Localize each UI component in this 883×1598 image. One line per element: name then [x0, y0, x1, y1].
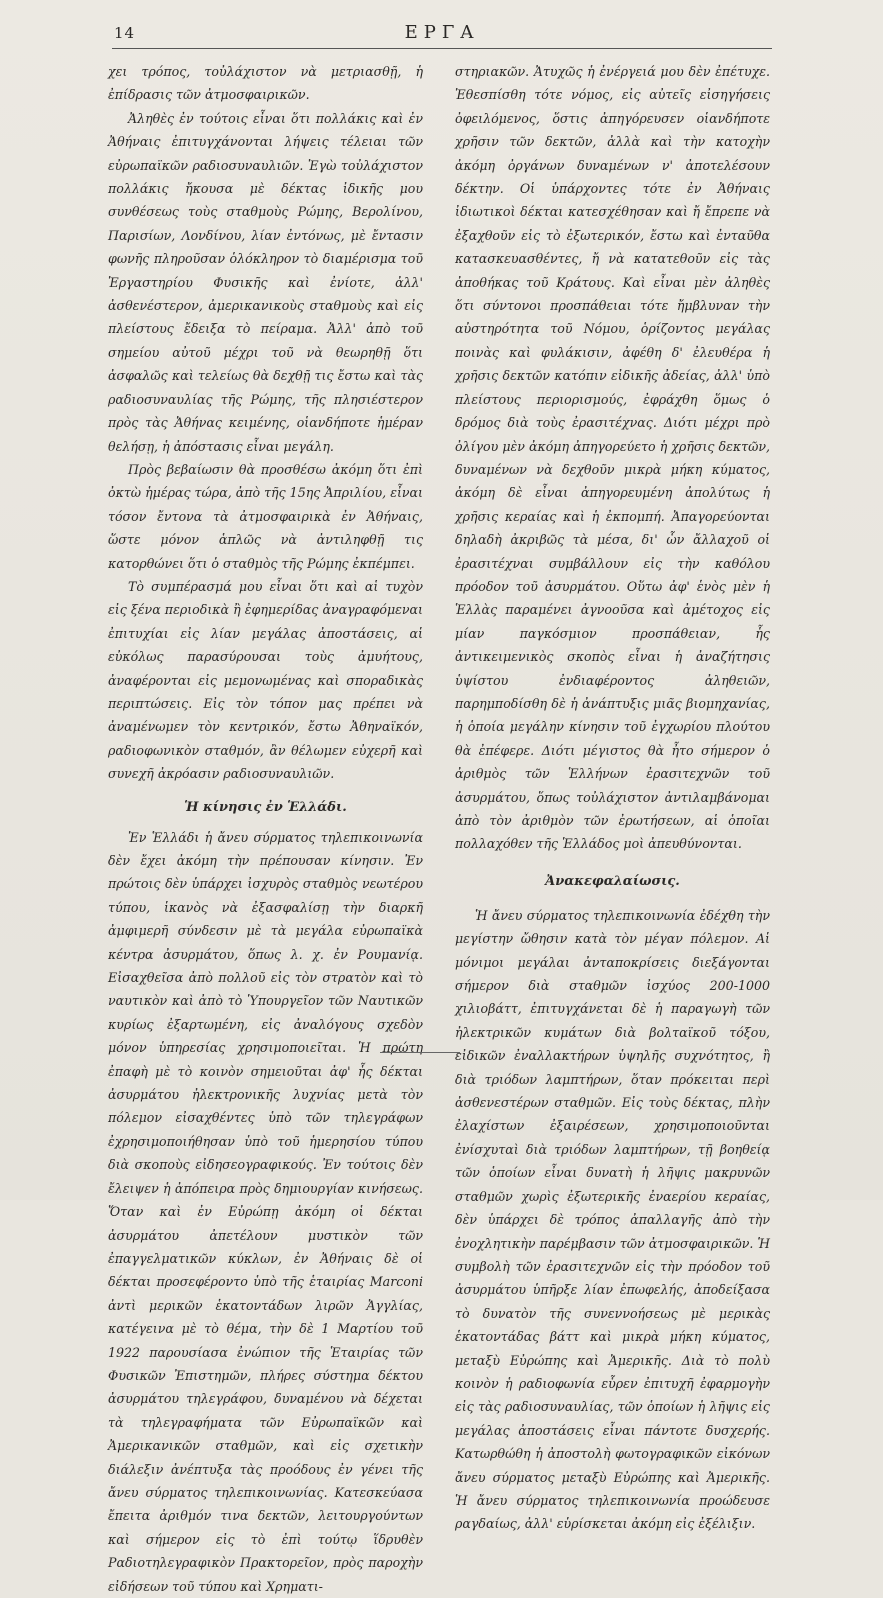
page-number: 14 — [114, 24, 136, 42]
running-title: ΕΡΓΑ — [404, 22, 480, 43]
section-heading: Ἀνακεφαλαίωσις. — [545, 873, 680, 889]
paragraph: Ἐν Ἑλλάδι ἡ ἄνευ σύρματος τηλεπικοινωνία δὲν ἔχει ἀκόμη τὴν πρέπουσαν κίνησιν. Ἐν πρώτοις δὲν ὑπάρχει ἰσχυρὸς σταθμὸς νεωτέρου τύπου, ἱκανὸς νὰ ἐξασφαλίσῃ τὴν διαρκῆ ἀμφιμερῆ σύνδεσιν μὲ τὰ μεγάλα εὐρωπαϊκὰ κέντρα ἀσυρμάτου, ὅπως λ. χ. ἐν Ρουμανίᾳ. Εἰσαχθεῖσα ἀπὸ πολλοῦ εἰς τὸν στρατὸν καὶ τὸ ναυτικὸν καὶ ἀπὸ τὸ Ὑπουργεῖον τῶν Ναυτικῶν κυρίως ἐξαρτωμένη, εἰς ἀναλόγους σχεδὸν μόνον ὑπηρεσίας χρησιμοποιεῖται. Ἡ πρώτη ἐπαφὴ μὲ τὸ κοινὸν σημειοῦται ἀφ' ἧς δέκται ἀσυρμάτου ἠλεκτρονικῆς λυχνίας μετὰ τὸν πόλεμον εἰσαχθέντες ὑπὸ τῶν τηλεγράφων ἐχρησιμοποιήθησαν ὑπὸ τοῦ ἡμερησίου τύπου διὰ σκοποὺς εἰδησεογραφικούς. Ἐν τούτοις δὲν ἔλειψεν ἡ ἀπόπειρα πρὸς δημιουργίαν κινήσεως. Ὅταν καὶ ἐν Εὐρώπῃ ἀκόμη οἱ δέκται ἀσυρμάτου ἀπετέλουν μυστικὸν τῶν ἐπαγγελματικῶν κύκλων, ἐν Ἀθήναις δὲ οἱ δέκται προσεφέροντο ὑπὸ τῆς ἑταιρίας Marconi ἀντὶ μερικῶν ἑκατοντάδων λιρῶν Ἀγγλίας, κατέγεινα μὲ τὸ θέμα, τὴν δὲ 1 Μαρτίου τοῦ 1922 παρουσίασα ἐνώπιον τῆς Ἑταιρίας τῶν Φυσικῶν Ἐπιστημῶν, πλήρες σύστημα δέκτου ἀσυρμάτου τηλεγράφου, δυναμένου νὰ δέχεται τὰ τηλεγραφήματα τῶν Εὐρωπαϊκῶν καὶ Ἀμερικανικῶν σταθμῶν, καὶ εἰς σχετικὴν διάλεξιν ἀνέπτυξα τὰς προόδους ἐν γένει τῆς ἄνευ σύρματος τηλεπικοινωνίας. Κατεσκεύασα ἔπειτα ἀριθμόν τινα δεκτῶν, λειτουργούντων καὶ σήμερον εἰς τὸ ἐπὶ τούτῳ ἵδρυθὲν Ραδιοτηλεγραφικὸν Πρακτορεῖον, πρὸς παροχὴν εἰδήσεων τοῦ τύπου καὶ Χρηματι- — [108, 829, 423, 1594]
closing-rule — [380, 1052, 460, 1053]
paragraph: χει τρόπος, τοὐλάχιστον νὰ μετριασθῇ, ἡ ἐπίδρασις τῶν ἀτμοσφαιρικῶν. — [108, 64, 423, 103]
paragraph: στηριακῶν. Ἀτυχῶς ἡ ἐνέργειά μου δὲν ἐπέτυχε. Ἐθεσπίσθη τότε νόμος, εἰς αὐτεῖς εἰσηγήσεις ὀφειλόμενος, ὅστις ἀπηγόρευσεν οἱανδήποτε χρῆσιν τῶν δεκτῶν, ἀλλὰ καὶ τὴν κατοχὴν ἀκόμη ὀργάνων δυναμένων ν' ἀποτελέσουν δέκτην. Οἱ ὑπάρχοντες τότε ἐν Ἀθήναις ἰδιωτικοὶ δέκται κατεσχέθησαν καὶ ἤ ἔπρεπε νὰ ἐξαχθοῦν εἰς τὸ ἐξωτερικόν, ἔστω καὶ ἐνταῦθα κατασκευασθέντες, ἤ νὰ κατατεθοῦν εἰς τὰς ἀποθήκας τοῦ Κράτους. Καὶ εἶναι μὲν ἀληθὲς ὅτι σύντονοι προσπάθειαι τότε ἤμβλυναν τὴν αὐστηρότητα τοῦ Νόμου, ὁρίζοντος μεγάλας ποινὰς καὶ φυλάκισιν, ἀφέθη δ' ἐλευθέρα ἡ χρῆσις δεκτῶν κατόπιν εἰδικῆς ἀδείας, ἀλλ' ὑπὸ πλείστους περιορισμούς, ἐφράχθη ὅμως ὁ δρόμος διὰ τοὺς ἐρασιτέχνας. Διότι μέχρι πρὸ ὀλίγου μὲν ἀκόμη ἀπηγορεύετο ἡ χρῆσις δεκτῶν, δυναμένων νὰ δεχθοῦν μικρὰ μήκη κύματος, ἀκόμη δὲ εἶναι ἀπηγορευμένη ἀπολύτως ἡ χρῆσις κεραίας καὶ ἡ ἐκπομπή. Ἀπαγορεύονται δηλαδὴ ἀκριβῶς τὰ μέσα, δι' ὧν ἄλλαχοῦ οἱ ἐρασιτέχναι συμβάλλουν εἰς τὴν καθόλου πρόοδον τοῦ ἀσυρμάτου. Οὕτω ἀφ' ἑνὸς μὲν ἡ Ἑλλὰς παραμένει ἀγνοοῦσα καὶ ἀμέτοχος εἰς μίαν παγκόσμιον προσπάθειαν, ἧς ἀντικειμενικὸς σκοπὸς εἶναι ἡ ἀναζήτησις ὑψίστου ἐνδιαφέροντος ἀληθειῶν, παρημποδίσθη δὲ ἡ ἀνάπτυξις μιᾶς βιομηχανίας, ἡ ὁποία μεγάλην κίνησιν τοῦ ἐγχωρίου πλούτου θὰ ἐπέφερε. Διότι μέγιστος θὰ ἦτο σήμερον ὁ ἀριθμὸς τῶν Ἑλλήνων ἐρασιτεχνῶν τοῦ ἀσυρμάτου, ὅπως τοὐλάχιστον ἀντιλαμβάνομαι ἀπὸ τὸν ἀριθμὸν τῶν ἐρωτήσεων, αἱ ὁποῖαι πολλαχόθεν τῆς Ἑλλάδος μοὶ ἀπευθύνονται. — [455, 64, 770, 852]
header-rule — [112, 48, 772, 49]
section-heading: Ἡ κίνησις ἐν Ἑλλάδι. — [184, 799, 347, 815]
paragraph: Ἡ ἄνευ σύρματος τηλεπικοινωνία ἐδέχθη τὴν μεγίστην ὤθησιν κατὰ τὸν μέγαν πόλεμον. Αἱ μόνιμοι μεγάλαι ἀνταποκρίσεις διεξάγονται σήμερον διὰ σταθμῶν ἰσχύος 200-1000 χιλιοβάττ, ἐπιτυγχάνεται δὲ ἡ παραγωγὴ τῶν ἠλεκτρικῶν κυμάτων διὰ βολταϊκοῦ τόξου, εἰδικῶν ἐναλλακτήρων ὑψηλῆς συχνότητος, ἢ διὰ τριόδων λαμπτήρων, ὅταν πρόκειται περὶ ἀσθενεστέρων σταθμῶν. Εἰς τοὺς δέκτας, πλὴν ἐλαχίστων ἐξαιρέσεων, χρησιμοποιοῦνται ἐνίσχυταὶ διὰ τριόδων λαμπτήρων, τῇ βοηθείᾳ τῶν ὁποίων εἶναι δυνατὴ ἡ λῆψις μακρυνῶν σταθμῶν χωρὶς ἐξωτερικῆς ἐναερίου κεραίας, δὲν ὑπάρχει δὲ τρόπος ἀπαλλαγῆς ἀπὸ τὴν ἐνοχλητικὴν παρέμβασιν τῶν ἀτμοσφαιρικῶν. Ἡ συμβολὴ τῶν ἐρασιτεχνῶν εἰς τὴν πρόοδον τοῦ ἀσυρμάτου ὑπῆρξε λίαν ἐπωφελής, ἀποδείξασα τὸ δυνατὸν τῆς συνεννοήσεως μὲ μερικὰς ἑκατοντάδας βάττ καὶ μικρὰ μήκη κύματος, μεταξὺ Εὐρώπης καὶ Ἀμερικῆς. Διὰ τὸ πολὺ κοινὸν ἡ ραδιοφωνία εὗρεν ἐπιτυχῆ ἐφαρμογὴν εἰς τὰς ραδιοσυναυλίας, τῶν ὁποίων ἡ λῆψις εἰς μεγάλας ἀποστάσεις εἶναι πάντοτε δυσχερής. Κατωρθώθη ἡ ἀποστολὴ φωτογραφικῶν εἰκόνων ἄνευ σύρματος μεταξὺ Εὐρώπης καὶ Ἀμερικῆς. Ἡ ἄνευ σύρματος τηλεπικοινωνία προώδευσε ραγδαίως, ἀλλ' εὑρίσκεται ἀκόμη εἰς ἐξέλιξιν. — [455, 907, 770, 1532]
page-header — [112, 22, 772, 46]
left-column — [108, 60, 423, 1598]
paragraph: Ἀληθὲς ἐν τούτοις εἶναι ὅτι πολλάκις καὶ ἐν Ἀθήναις ἐπιτυγχάνονται λήψεις τέλειαι τῶν εὐρωπαϊκῶν ραδιοσυναυλιῶν. Ἐγὼ τοὐλάχιστον πολλάκις ἤκουσα μὲ δέκτας ἰδικῆς μου συνθέσεως τοὺς σταθμοὺς Ρώμης, Βερολίνου, Παρισίων, Λονδίνου, λίαν ἐντόνως, μὲ ἔντασιν φωνῆς πληροῦσαν ὁλόκληρον τὸ διαμέρισμα τοῦ Ἐργαστηρίου Φυσικῆς καὶ ἐνίοτε, ἀλλ' ἀσθενέστερον, ἀμερικανικοὺς σταθμοὺς καὶ εἰς πλείστους ἔδειξα τὸ πείραμα. Ἀλλ' ἀπὸ τοῦ σημείου αὐτοῦ μέχρι τοῦ νὰ θεωρηθῇ ὅτι ἀσφαλῶς καὶ τελείως θὰ δεχθῇ τις ἔστω καὶ τὰς ραδιοσυναυλίας τῆς Ρώμης, τῆς πλησιέστερον πρὸς τὰς Ἀθήνας κειμένης, οἱανδήποτε ἡμέραν θελήσῃ, ἡ ἀπόστασις εἶναι μεγάλη. — [108, 110, 423, 454]
paragraph: Πρὸς βεβαίωσιν θὰ προσθέσω ἀκόμη ὅτι ἐπὶ ὀκτὼ ἡμέρας τώρα, ἀπὸ τῆς 15ης Ἀπριλίου, εἶναι τόσον ἔντονα τὰ ἀτμοσφαιρικὰ ἐν Ἀθήναις, ὥστε μόνον ἁπλῶς νὰ ἀντιληφθῇ τις κατορθώνει ὅτι ὁ σταθμὸς τῆς Ρώμης ἐκπέμπει. — [108, 461, 423, 571]
paragraph: Τὸ συμπέρασμά μου εἶναι ὅτι καὶ αἱ τυχὸν εἰς ξένα περιοδικὰ ἢ ἐφημερίδας ἀναγραφόμεναι ἐπιτυχίαι εἰς λίαν μεγάλας ἀποστάσεις, αἱ εὐκόλως παρασύρουσαι τοὺς ἀμυήτους, ἀναφέρονται εἰς μεμονωμένας καὶ σποραδικὰς περιπτώσεις. Εἰς τὸν τόπον μας πρέπει νὰ ἀναμένωμεν τὸν κεντρικόν, ἔστω Ἀθηναϊκόν, ραδιοφωνικὸν σταθμόν, ἂν θέλωμεν εὐχερῆ καὶ συνεχῆ ἀκρόασιν ραδιοσυναυλιῶν. — [108, 578, 423, 782]
right-column — [455, 60, 770, 1536]
